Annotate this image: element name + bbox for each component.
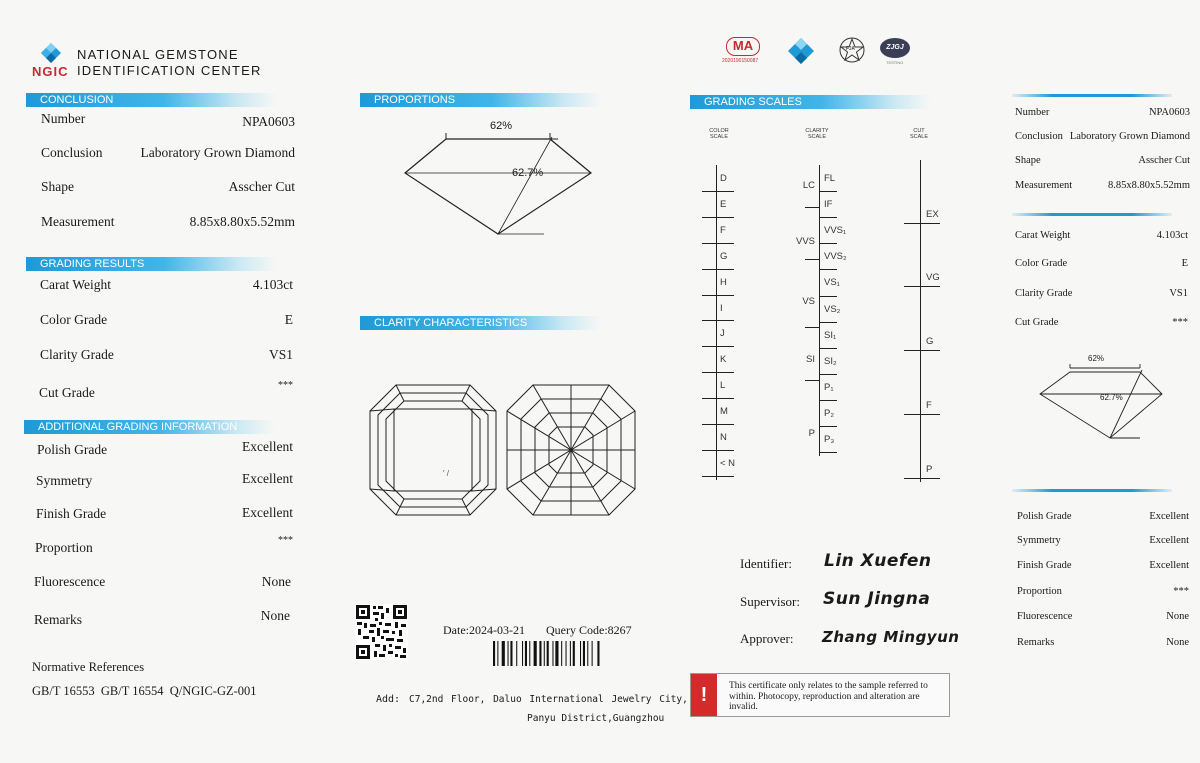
normative-references-heading: Normative References bbox=[32, 660, 145, 674]
clarity-scale-tick bbox=[819, 452, 837, 453]
color-scale-tick bbox=[702, 320, 734, 321]
ngic-diamond-logo-icon bbox=[34, 42, 68, 66]
additional-info-heading: ADDITIONAL GRADING INFORMATION bbox=[24, 420, 274, 434]
additional-row bbox=[36, 505, 293, 522]
field-value: None bbox=[261, 574, 291, 589]
clarity-scale-tick bbox=[819, 374, 837, 375]
summary-value: NPA0603 bbox=[1148, 107, 1190, 118]
clarity-scale-axis bbox=[819, 165, 820, 456]
summary-table-percentage: 62% bbox=[1088, 354, 1105, 363]
summary-value: None bbox=[1166, 637, 1189, 648]
clarity-grade-label: P₂ bbox=[824, 407, 835, 419]
barcode[interactable] bbox=[493, 641, 635, 666]
summary-row bbox=[1015, 155, 1190, 166]
field-value: None bbox=[260, 608, 290, 623]
clarity-grade-label: SI₁ bbox=[824, 329, 837, 341]
color-grade-label: M bbox=[720, 406, 728, 418]
summary-proportions-diagram bbox=[1036, 348, 1176, 440]
clarity-group-divider bbox=[805, 327, 819, 328]
summary-label: Measurement bbox=[1015, 180, 1073, 191]
clarity-grade-label: VS₂ bbox=[824, 303, 841, 315]
summary-depth-percentage: 62.7% bbox=[1100, 393, 1123, 402]
conclusion-row bbox=[41, 145, 295, 161]
clarity-characteristics-heading: CLARITY CHARACTERISTICS bbox=[360, 316, 600, 330]
proportions-diagram bbox=[398, 115, 618, 245]
normative-references-text: GB/T 16553 GB/T 16554 Q/NGIC-GZ-001 bbox=[32, 684, 257, 698]
fja-text: FJA bbox=[846, 46, 855, 52]
zjgj-logo bbox=[880, 38, 912, 68]
field-label: Proportion bbox=[35, 540, 93, 555]
field-label: Measurement bbox=[41, 214, 115, 229]
clarity-grade-label: VVS₁ bbox=[824, 225, 847, 237]
field-label: Color Grade bbox=[40, 312, 108, 327]
clarity-group-divider bbox=[805, 259, 819, 260]
summary-label: Clarity Grade bbox=[1015, 288, 1073, 299]
cut-scale-axis bbox=[920, 160, 921, 482]
cut-scale-tick bbox=[904, 350, 940, 351]
field-label: Clarity Grade bbox=[40, 347, 114, 362]
clarity-grade-label: FL bbox=[824, 173, 836, 184]
org-abbr: NGIC bbox=[32, 64, 69, 79]
address-label: Add: bbox=[376, 694, 401, 705]
cut-scale-tick bbox=[904, 478, 940, 479]
clarity-scale-tick bbox=[819, 269, 837, 270]
proportions-heading: PROPORTIONS bbox=[360, 93, 600, 107]
cut-grade-label: EX bbox=[926, 209, 939, 220]
field-label: Symmetry bbox=[36, 473, 93, 488]
clarity-scale-tick bbox=[819, 217, 837, 218]
grading-row bbox=[40, 312, 293, 328]
identifier-signature: Lin Xuefen bbox=[824, 551, 932, 571]
org-name-line2: IDENTIFICATION CENTER bbox=[77, 63, 262, 78]
disclaimer-box bbox=[690, 673, 950, 717]
org-name-line1: NATIONAL GEMSTONE bbox=[77, 47, 239, 62]
summary-value: VS1 bbox=[1169, 288, 1188, 299]
summary-row bbox=[1017, 637, 1189, 648]
summary-value: Excellent bbox=[1149, 535, 1189, 546]
disclaimer-text: This certificate only relates to the sample referred to within. Photocopy, reproduction and alteration are invalid. bbox=[729, 681, 928, 712]
summary-value: None bbox=[1166, 611, 1189, 622]
identifier-label: Identifier: bbox=[740, 556, 792, 571]
field-label: Conclusion bbox=[41, 145, 103, 160]
qr-code[interactable] bbox=[355, 604, 408, 660]
summary-value: 8.85x8.80x5.52mm bbox=[1108, 180, 1190, 191]
color-grade-label: G bbox=[720, 250, 728, 262]
color-grade-label: N bbox=[720, 432, 727, 443]
summary-row bbox=[1015, 230, 1188, 241]
summary-label: Color Grade bbox=[1015, 258, 1068, 269]
clarity-scale-tick bbox=[819, 400, 837, 401]
cut-scale-tick bbox=[904, 286, 940, 287]
field-value: NPA0603 bbox=[242, 114, 295, 129]
zjgj-sub: TESTING bbox=[886, 60, 904, 65]
color-scale-tick bbox=[702, 217, 734, 218]
additional-row bbox=[35, 535, 293, 556]
summary-value: 4.103ct bbox=[1156, 230, 1188, 241]
summary-label: Conclusion bbox=[1015, 131, 1063, 142]
field-value: Excellent bbox=[242, 439, 293, 454]
depth-percentage: 62.7% bbox=[512, 167, 544, 179]
summary-value: *** bbox=[1173, 586, 1189, 597]
color-grade-label: J bbox=[720, 328, 725, 340]
clarity-group-divider bbox=[805, 380, 819, 381]
clarity-group-label: VVS bbox=[795, 236, 815, 247]
conclusion-row bbox=[41, 111, 295, 130]
summary-value: Laboratory Grown Diamond bbox=[1069, 131, 1190, 142]
clarity-scale-tick bbox=[819, 243, 837, 244]
summary-row bbox=[1017, 560, 1189, 571]
field-value: Laboratory Grown Diamond bbox=[140, 145, 295, 160]
color-scale-tick bbox=[702, 295, 734, 296]
color-scale-tick bbox=[702, 191, 734, 192]
field-label: Carat Weight bbox=[40, 277, 112, 292]
color-scale-tick bbox=[702, 398, 734, 399]
conclusion-row bbox=[41, 179, 295, 195]
summary-value: Excellent bbox=[1149, 560, 1189, 571]
clarity-grade-label: P₁ bbox=[824, 381, 834, 393]
grading-row bbox=[40, 277, 293, 293]
summary-row bbox=[1015, 288, 1188, 299]
exclamation-icon: ! bbox=[691, 674, 717, 716]
additional-row bbox=[36, 471, 293, 489]
color-scale-tick bbox=[702, 424, 734, 425]
fja-star-logo bbox=[838, 36, 866, 64]
grading-scales-heading: GRADING SCALES bbox=[690, 95, 930, 109]
clarity-scale-caption: CLARITY SCALE bbox=[805, 128, 829, 140]
color-grade-label: H bbox=[720, 276, 727, 288]
clarity-group-label: VS bbox=[802, 296, 815, 307]
field-value: Asscher Cut bbox=[228, 179, 295, 194]
field-label: Shape bbox=[41, 179, 74, 194]
color-scale-tick bbox=[702, 243, 734, 244]
summary-row bbox=[1015, 258, 1188, 269]
summary-value: *** bbox=[1172, 317, 1188, 328]
field-label: Cut Grade bbox=[39, 385, 95, 400]
color-grade-label: K bbox=[720, 354, 727, 366]
approver-signature: Zhang Mingyun bbox=[822, 628, 960, 646]
summary-value: Asscher Cut bbox=[1138, 155, 1190, 166]
summary-label: Finish Grade bbox=[1017, 560, 1072, 571]
field-value: VS1 bbox=[268, 347, 293, 362]
clarity-grade-label: P₃ bbox=[824, 434, 835, 445]
cma-logo-text: MA bbox=[726, 37, 760, 56]
field-value: *** bbox=[278, 535, 293, 546]
color-grade-label: L bbox=[720, 380, 726, 392]
summary-divider-3 bbox=[1012, 489, 1172, 492]
additional-row bbox=[37, 439, 293, 458]
clarity-grade-label: VVS₂ bbox=[824, 251, 847, 263]
conclusion-row bbox=[41, 214, 295, 230]
asscher-pavilion-plot-icon bbox=[505, 383, 637, 517]
summary-divider-2 bbox=[1012, 213, 1172, 216]
diamond-profile-icon bbox=[398, 115, 618, 245]
cut-grade-label: P bbox=[926, 464, 933, 475]
color-scale-caption: COLOR SCALE bbox=[709, 128, 729, 140]
clarity-plot-pavilion bbox=[505, 383, 637, 517]
color-scale-tick bbox=[702, 372, 734, 373]
color-scale-tick bbox=[702, 476, 734, 477]
field-value: Excellent bbox=[242, 471, 293, 486]
ngic-small-logo-icon bbox=[786, 36, 816, 71]
zjgj-text: ZJGJ bbox=[880, 38, 910, 58]
color-scale-tick bbox=[702, 269, 734, 270]
summary-value: Excellent bbox=[1149, 511, 1189, 522]
cut-scale-caption: CUT SCALE bbox=[909, 128, 929, 140]
field-value: Excellent bbox=[242, 505, 293, 520]
conclusion-heading: CONCLUSION bbox=[26, 93, 276, 107]
field-label: Number bbox=[41, 111, 86, 126]
summary-label: Fluorescence bbox=[1017, 611, 1073, 622]
clarity-group-label: SI bbox=[806, 354, 815, 365]
summary-row bbox=[1015, 317, 1188, 328]
cut-grade-label: F bbox=[926, 400, 932, 411]
cma-logo bbox=[722, 36, 766, 66]
clarity-grade-label: SI₂ bbox=[824, 355, 837, 367]
field-value: 8.85x8.80x5.52mm bbox=[189, 214, 295, 229]
field-label: Finish Grade bbox=[36, 506, 107, 521]
summary-label: Remarks bbox=[1017, 637, 1055, 648]
color-grade-label: E bbox=[720, 198, 727, 210]
query-code: Query Code:8267 bbox=[546, 623, 632, 637]
clarity-scale-tick bbox=[819, 322, 837, 323]
table-percentage: 62% bbox=[490, 120, 513, 132]
cut-scale-tick bbox=[904, 223, 940, 224]
field-value: 4.103ct bbox=[252, 277, 293, 292]
summary-label: Cut Grade bbox=[1015, 317, 1059, 328]
grading-results-heading: GRADING RESULTS bbox=[26, 257, 276, 271]
inclusion-mark: ′ / bbox=[443, 469, 449, 478]
supervisor-label: Supervisor: bbox=[740, 594, 800, 609]
color-scale-tick bbox=[702, 450, 734, 451]
cut-grade-label: G bbox=[926, 336, 934, 347]
color-grade-label: F bbox=[720, 224, 726, 236]
address-line-2: Panyu District,Guangzhou bbox=[527, 713, 665, 724]
field-value: E bbox=[284, 312, 293, 327]
summary-row bbox=[1015, 180, 1190, 191]
summary-label: Polish Grade bbox=[1017, 511, 1072, 522]
ngic-logo bbox=[34, 42, 68, 66]
cut-scale-tick bbox=[904, 414, 940, 415]
clarity-grade-label: VS₁ bbox=[824, 277, 840, 289]
color-grade-label: I bbox=[720, 302, 723, 314]
summary-row bbox=[1017, 511, 1189, 522]
summary-label: Number bbox=[1015, 107, 1050, 118]
summary-row bbox=[1017, 586, 1189, 597]
clarity-scale-tick bbox=[819, 426, 837, 427]
summary-label: Symmetry bbox=[1017, 535, 1061, 546]
clarity-group-label: P bbox=[808, 428, 815, 439]
field-label: Fluorescence bbox=[34, 574, 106, 589]
summary-label: Shape bbox=[1015, 155, 1041, 166]
color-scale-axis bbox=[716, 165, 717, 480]
field-value: *** bbox=[278, 380, 293, 391]
color-grade-label: D bbox=[720, 173, 727, 184]
clarity-plot-crown bbox=[368, 383, 498, 517]
clarity-scale-tick bbox=[819, 191, 837, 192]
summary-row bbox=[1015, 131, 1190, 142]
grading-row bbox=[39, 380, 293, 401]
summary-label: Proportion bbox=[1017, 586, 1062, 597]
additional-row bbox=[34, 608, 290, 628]
summary-row bbox=[1015, 107, 1190, 118]
asscher-crown-plot-icon bbox=[368, 383, 498, 517]
address-line-1: C7,2nd Floor, Daluo International Jewelry City, bbox=[409, 694, 688, 705]
clarity-grade-label: IF bbox=[824, 199, 833, 211]
grading-row bbox=[40, 347, 293, 363]
field-label: Polish Grade bbox=[37, 442, 108, 457]
clarity-scale-tick bbox=[819, 296, 837, 297]
cut-grade-label: VG bbox=[926, 272, 940, 283]
clarity-group-divider bbox=[805, 207, 819, 208]
clarity-group-label: LC bbox=[802, 180, 815, 191]
supervisor-signature: Sun Jingna bbox=[823, 589, 931, 609]
summary-label: Carat Weight bbox=[1015, 230, 1071, 241]
summary-row bbox=[1017, 535, 1189, 546]
clarity-scale-tick bbox=[819, 348, 837, 349]
cma-number: 2020190150087 bbox=[722, 58, 759, 64]
summary-divider-top bbox=[1012, 94, 1172, 97]
summary-row bbox=[1017, 611, 1189, 622]
color-scale-tick bbox=[702, 346, 734, 347]
summary-value: E bbox=[1181, 258, 1188, 269]
additional-row bbox=[34, 574, 291, 590]
approver-label: Approver: bbox=[740, 631, 794, 646]
barcode-icon bbox=[493, 641, 635, 666]
field-label: Remarks bbox=[34, 612, 82, 627]
color-grade-label: < N bbox=[720, 457, 736, 469]
qr-code-icon bbox=[355, 604, 408, 660]
issue-date: Date:2024-03-21 bbox=[443, 623, 525, 637]
